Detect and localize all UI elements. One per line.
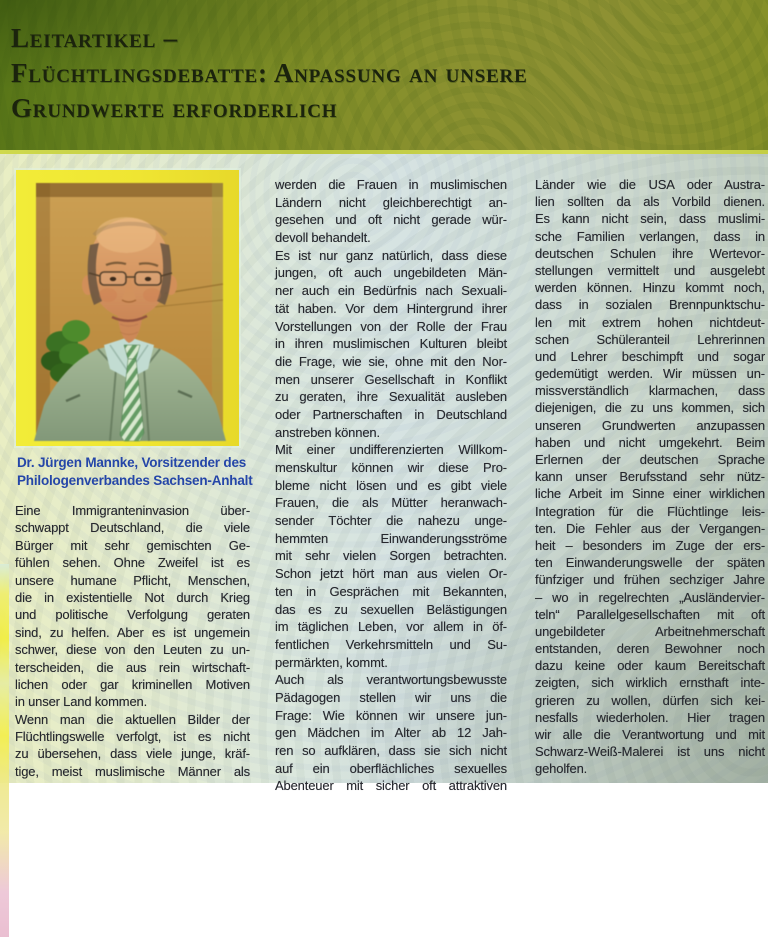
text-line: tige, meist muslimische Männer als (15, 763, 250, 779)
text-line: Es kann nicht sein, dass muslimi- (535, 211, 765, 227)
text-line: schen Schüleranteil Lehrerinnen (535, 331, 765, 347)
text-line: werden die Frauen in muslimischen (275, 177, 507, 192)
text-line: heit – besonders im Zuge der ers- (535, 537, 765, 553)
text-line: lien sollten da als Vorbild dienen. (535, 194, 765, 210)
photo-frame (16, 170, 239, 446)
text-line: Frauen, die als Mütter heranwach- (275, 495, 507, 511)
text-line: liche Arbeit im Sinne einer wirklichen (535, 486, 765, 502)
text-line: Mit einer undifferenzierten Willkom- (275, 442, 507, 458)
text-line: haben und nicht umgekehrt. Beim (535, 434, 765, 450)
page-title (11, 21, 528, 126)
text-line: in unser Land kommen. (15, 694, 148, 710)
text-line: Erlernen der deutschen Sprache (535, 452, 765, 467)
text-line: tät haben. Vor dem Hintergrund ihrer (275, 300, 507, 316)
text-line: Länder wie die USA oder Austra- (535, 177, 765, 192)
text-line: grieren zu wollen, dürfen sich kei- (535, 692, 765, 708)
text-line: missverständlich klarmachen, dass (535, 383, 765, 399)
photo-caption-line: Dr. Jürgen Mannke, Vorsitzender des (17, 455, 247, 470)
column-left-text (15, 502, 250, 780)
text-line: entstanden, deren Bewohner noch (535, 641, 765, 657)
text-line: wir alle die Verantwortung und mit (535, 727, 765, 742)
text-line: ner auch ein Bedürfnis nach Sexuali- (275, 283, 507, 299)
text-line: ten Einwanderungswelle der späten (535, 555, 765, 571)
text-line: dass in sozialen Brennpunktschu- (535, 297, 765, 313)
text-line: stellungen vermittelt und ausgelebt (535, 262, 765, 278)
text-line: Ländern nicht gleichberechtigt an- (275, 194, 507, 210)
text-line: sind, zu helfen. Aber es ist ungemein (15, 624, 250, 640)
text-line: geholfen. (535, 761, 588, 777)
text-line: Bürger mit sehr gemischten Ge- (15, 537, 250, 553)
text-line: hemmten Einwanderungsströme (275, 530, 507, 546)
text-line: zu übersehen, dass viele junge, kräf- (15, 746, 250, 762)
text-line: Schon jetzt hört man aus vielen Or- (275, 566, 507, 582)
text-line: Auch als verantwortungsbewusste (275, 672, 507, 688)
text-line: Eine Immigranteninvasion über- (15, 503, 250, 518)
text-line: Pädagogen stellen wir uns die (275, 689, 507, 705)
text-line: zu geraten, ihre Sexualität ausleben (275, 389, 507, 405)
text-line: in ihren muslimischen Kulturen bleibt (275, 336, 507, 352)
page-title-line: Flüchtlingsdebatte: Anpassung an unsere (11, 58, 528, 88)
text-line: anstreben können. (275, 424, 380, 440)
text-line: schwappt Deutschland, die viele (15, 520, 250, 536)
text-line: das es zu sexuellen Belästigungen (275, 601, 507, 617)
text-line: sche Familien verlangen, dass in (535, 228, 765, 244)
text-line: len mit extrem hohen nichtdeut- (535, 314, 765, 330)
text-line: Integration für die Flüchtlinge leis- (535, 503, 765, 519)
text-line: und Lehrer beschimpft und sogar (535, 348, 765, 364)
text-line: gedemütigt werden. Wir müssen un- (535, 366, 765, 382)
text-line: dazu keine oder kaum Bereitschaft (535, 658, 765, 674)
text-line: schwer, diese von den Leuten zu un- (15, 642, 250, 658)
text-line: die in existentielle Not durch Krieg (15, 589, 250, 605)
text-line: menskultur können wir diese Pro- (275, 460, 507, 475)
text-line: auf ein oberflächliches sexuelles (275, 760, 507, 776)
text-line: ren so aufklären, dass sie sich nicht (275, 743, 507, 758)
text-line: – wo in regelrechten „Ausländervier- (535, 589, 765, 605)
column-right (535, 154, 765, 783)
photo-caption (17, 454, 253, 490)
text-line: im täglichen Leben, vor allem in öf- (275, 619, 507, 635)
text-line: lichen oder gar kriminellen Motiven (15, 676, 250, 692)
text-line: deutschen Schulen ihre Wertevor- (535, 245, 765, 261)
text-line: unseren Grundwerten anzupassen (535, 417, 765, 433)
text-line: diejenigen, die zu uns kommen, sich (535, 400, 765, 416)
text-line: permärkten, kommt. (275, 654, 388, 670)
text-line: die Frage, wie sie, ohne mit den Nor- (275, 353, 507, 369)
text-line: Frage: Wie können wir unsere jun- (275, 707, 507, 723)
column-middle (275, 154, 507, 794)
lead-photo (16, 170, 239, 446)
text-line: jungen, oft auch ungebildeten Män- (275, 265, 507, 281)
text-line: zeigten, sich wirklich ernsthaft inte- (535, 675, 765, 691)
text-line: Abenteuer mit sicher oft attraktiven (275, 778, 507, 794)
text-line: unsere humane Pflicht, Menschen, (15, 572, 250, 588)
page-title-line: Grundwerte erforderlich (11, 93, 338, 123)
photo-caption-line: Philologenverbandes Sachsen-Anhalt (17, 473, 253, 488)
text-line: werden können. Hinzu kommt noch, (535, 280, 765, 296)
text-line: fühlen sehen. Ohne Zweifel ist es (15, 555, 250, 571)
column-left (15, 154, 253, 783)
text-line: devoll behandelt. (275, 230, 371, 246)
page-edge-artifact (0, 564, 9, 937)
text-line: bleme nicht lösen und es gibt viele (275, 477, 507, 493)
text-line: ten in Gesprächen mit Bekannten, (275, 583, 507, 599)
text-line: Es ist nur ganz natürlich, dass diese (275, 247, 507, 263)
text-line: Flüchtlingswelle verfolgt, ist es nicht (15, 729, 250, 745)
text-line: ten. Die Fehler aus der Vergangen- (535, 520, 765, 536)
text-line: terscheiden, die aus rein wirtschaft- (15, 659, 250, 675)
text-line: oder Partnerschaften in Deutschland (275, 406, 507, 422)
text-line: nesfalls wiederholen. Hier tragen (535, 709, 765, 725)
header-banner (0, 0, 768, 150)
text-line: und politische Verfolgung geraten (15, 607, 250, 623)
text-line: mit sehr vielen Sorgen betrachten. (275, 548, 507, 564)
text-line: gesehen und oft nicht gerade wür- (275, 212, 507, 228)
page-title-line: Leitartikel – (11, 23, 178, 53)
text-line: sender Töchter die nahezu unge- (275, 513, 507, 529)
text-line: fentlichen Verkehrsmitteln und Su- (275, 636, 507, 652)
text-line: Wenn man die aktuellen Bilder der (15, 711, 250, 727)
text-line: Vorstellungen von der Rolle der Frau (275, 318, 507, 334)
portrait-photo-icon (36, 183, 223, 441)
article-body (0, 154, 768, 794)
text-line: men unserer Gesellschaft in Konflikt (275, 371, 507, 387)
text-line: teln“ Parallelgesellschaften mit oft (535, 606, 765, 622)
text-line: kann unser Berufsstand sehr nütz- (535, 469, 765, 485)
text-line: fünfziger und frühen sechziger Jahre (535, 572, 765, 588)
text-line: gen Mädchen im Alter ab 12 Jah- (275, 725, 507, 741)
text-line: ungebildeter Arbeitnehmerschaft (535, 623, 765, 639)
text-line: Schwarz-Weiß-Malerei ist uns nicht (535, 744, 765, 760)
